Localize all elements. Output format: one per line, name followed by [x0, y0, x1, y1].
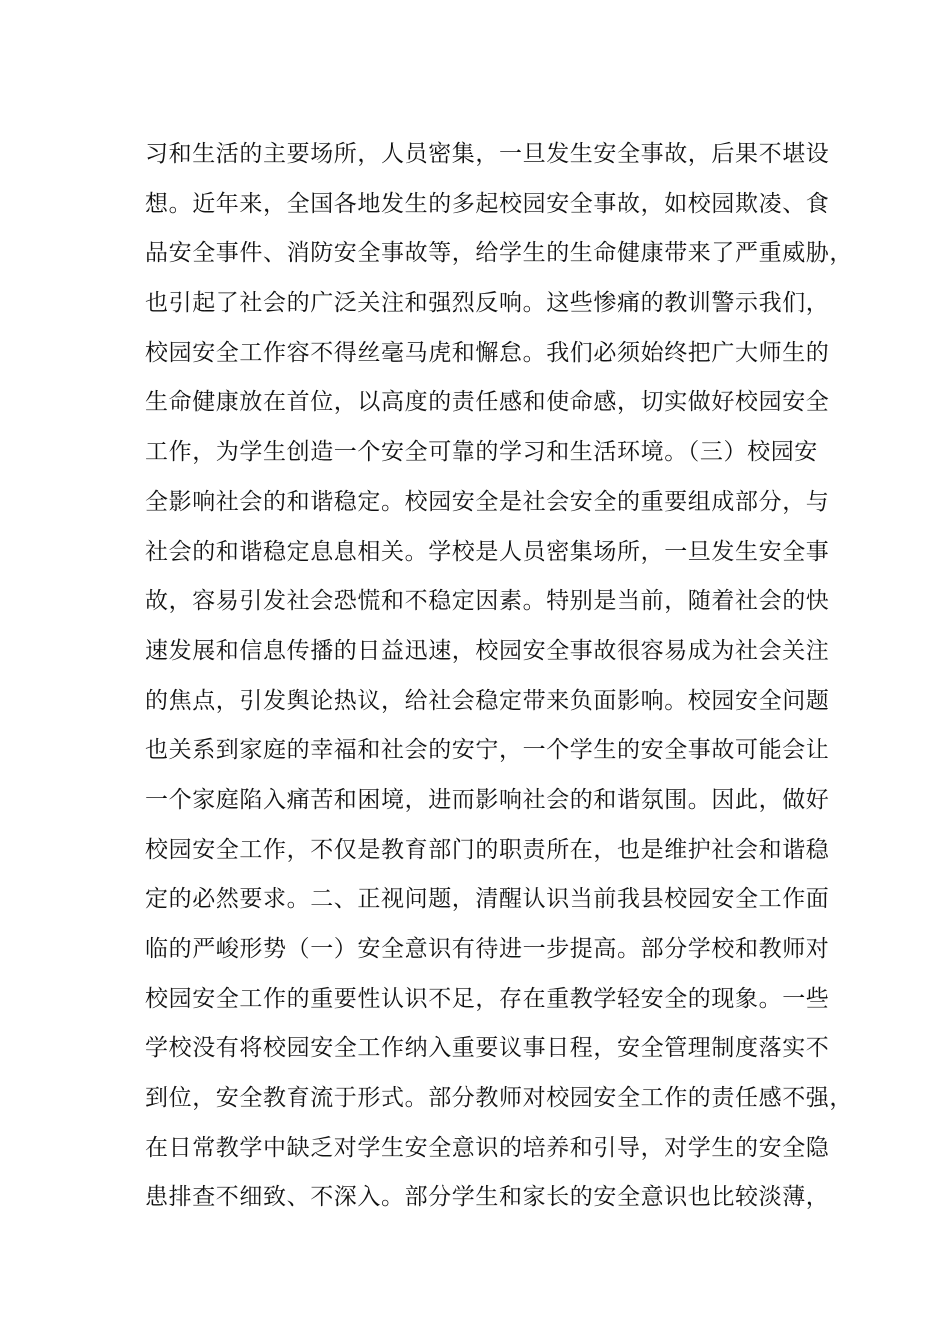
- text-line-3: 品安全事件、消防安全事故等，给学生的生命健康带来了严重威胁，: [145, 240, 853, 267]
- text-line-21: 在日常教学中缺乏对学生安全意识的培养和引导，对学生的安全隐: [145, 1134, 830, 1161]
- text-line-8: 全影响社会的和谐稳定。校园安全是社会安全的重要组成部分，与: [145, 488, 830, 515]
- text-line-1: 习和生活的主要场所，人员密集，一旦发生安全事故，后果不堪设: [145, 141, 830, 167]
- text-line-15: 校园安全工作，不仅是教育部门的职责所在，也是维护社会和谐稳: [145, 836, 830, 863]
- text-line-22: 患排查不细致、不深入。部分学生和家长的安全意识也比较淡薄，: [145, 1184, 830, 1211]
- text-line-2: 想。近年来，全国各地发生的多起校园安全事故，如校园欺凌、食: [145, 190, 830, 217]
- text-line-20: 到位，安全教育流于形式。部分教师对校园安全工作的责任感不强，: [145, 1085, 853, 1112]
- text-line-9: 社会的和谐稳定息息相关。学校是人员密集场所，一旦发生安全事: [145, 538, 830, 565]
- text-line-5: 校园安全工作容不得丝毫马虎和懈怠。我们必须始终把广大师生的: [145, 339, 830, 366]
- text-line-6: 生命健康放在首位，以高度的责任感和使命感，切实做好校园安全: [145, 389, 830, 416]
- body-text: [145, 130, 853, 1223]
- text-line-19: 学校没有将校园安全工作纳入重要议事日程，安全管理制度落实不: [145, 1035, 830, 1062]
- text-line-18: 校园安全工作的重要性认识不足，存在重教学轻安全的现象。一些: [145, 985, 830, 1012]
- text-line-13: 也关系到家庭的幸福和社会的安宁，一个学生的安全事故可能会让: [145, 737, 830, 764]
- text-line-14: 一个家庭陷入痛苦和困境，进而影响社会的和谐氛围。因此，做好: [145, 786, 830, 813]
- text-line-11: 速发展和信息传播的日益迅速，校园安全事故很容易成为社会关注: [145, 637, 830, 664]
- text-line-10: 故，容易引发社会恐慌和不稳定因素。特别是当前，随着社会的快: [145, 588, 830, 615]
- text-line-16: 定的必然要求。二、正视问题，清醒认识当前我县校园安全工作面: [145, 886, 830, 913]
- text-line-4: 也引起了社会的广泛关注和强烈反响。这些惨痛的教训警示我们，: [145, 290, 830, 317]
- text-line-7: 工作，为学生创造一个安全可靠的学习和生活环境。（三）校园安: [145, 439, 818, 466]
- text-line-17: 临的严峻形势（一）安全意识有待进一步提高。部分学校和教师对: [145, 936, 830, 962]
- text-line-12: 的焦点，引发舆论热议，给社会稳定带来负面影响。校园安全问题: [145, 687, 830, 714]
